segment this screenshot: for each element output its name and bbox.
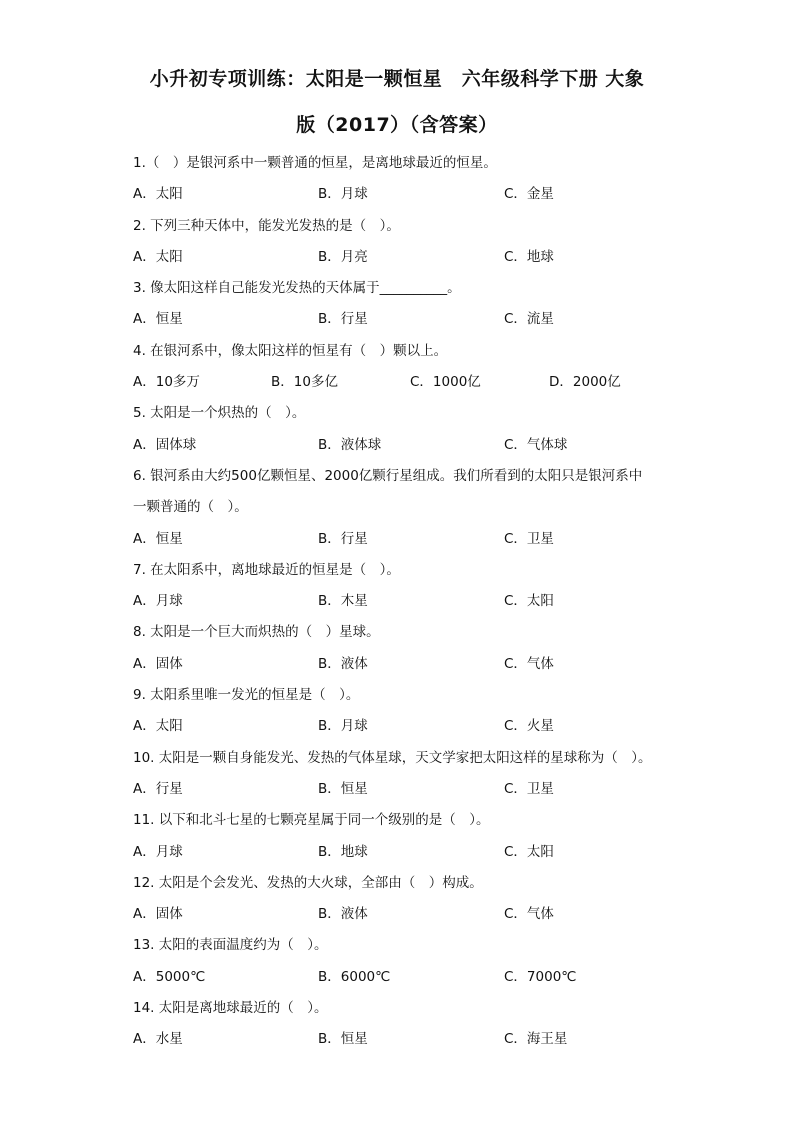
question-8: [133, 617, 673, 680]
question-1: [133, 148, 673, 211]
option-a: A．月球: [133, 593, 183, 610]
question-2: [133, 211, 673, 274]
option-b: B．液体: [318, 655, 368, 672]
question-stem-continued: 一颗普通的（ ）。: [133, 499, 248, 516]
option-row: [133, 962, 673, 993]
question-stem: 1.（ ）是银河系中一颗普通的恒星，是离地球最近的恒星。: [133, 155, 497, 171]
question-14: [133, 993, 673, 1056]
option-a: A．太阳: [133, 718, 183, 735]
question-stem: 3. 像太阳这样自己能发光发热的天体属于__________。: [133, 280, 461, 297]
question-stem: 5. 太阳是一个炽热的（ ）。: [133, 405, 306, 422]
option-row: [133, 899, 673, 930]
option-a: A．恒星: [133, 311, 183, 328]
question-stem: 10. 太阳是一颗自身能发光、发热的气体星球，天文学家把太阳这样的星球称为（ ）。: [133, 749, 652, 766]
option-c: C．太阳: [504, 593, 554, 610]
option-row: [133, 586, 673, 617]
option-b: B．月球: [318, 718, 368, 735]
question-13: [133, 930, 673, 993]
option-a: A．月球: [133, 843, 183, 860]
question-stem: 12. 太阳是个会发光、发热的大火球，全部由（ ）构成。: [133, 874, 483, 891]
option-a: A．恒星: [133, 530, 183, 547]
option-b: B．地球: [318, 843, 368, 860]
question-6: [133, 461, 673, 555]
option-a: A．太阳: [133, 186, 183, 203]
option-row: [133, 430, 673, 461]
question-stem: 13. 太阳的表面温度约为（ ）。: [133, 937, 328, 954]
question-list: [133, 148, 673, 1056]
question-stem: 14. 太阳是离地球最近的（ ）。: [133, 1000, 328, 1017]
option-c: C．地球: [504, 248, 554, 265]
option-b: B．恒星: [318, 780, 368, 797]
question-stem: 2. 下列三种天体中，能发光发热的是（ ）。: [133, 217, 400, 234]
question-7: [133, 555, 673, 618]
option-a: A．固体: [133, 906, 183, 923]
question-9: [133, 680, 673, 743]
question-stem: 8. 太阳是一个巨大而炽热的（ ）星球。: [133, 624, 380, 641]
question-stem: 9. 太阳系里唯一发光的恒星是（ ）。: [133, 687, 360, 704]
option-row: [133, 711, 673, 742]
option-c: C．1000亿: [410, 374, 481, 391]
option-row: [133, 179, 673, 210]
question-stem: 11. 以下和北斗七星的七颗亮星属于同一个级别的是（ ）。: [133, 812, 490, 829]
option-row: [133, 242, 673, 273]
option-row: [133, 304, 673, 335]
option-a: A．行星: [133, 780, 183, 797]
option-d: D．2000亿: [549, 374, 621, 391]
option-row: [133, 367, 673, 398]
option-a: A．5000℃: [133, 968, 206, 985]
option-row: [133, 774, 673, 805]
question-stem: 4. 在银河系中，像太阳这样的恒星有（ ）颗以上。: [133, 342, 448, 359]
option-b: B．液体: [318, 906, 368, 923]
question-4: [133, 336, 673, 399]
question-11: [133, 805, 673, 868]
option-a: A．太阳: [133, 248, 183, 265]
option-a: A．水星: [133, 1031, 183, 1048]
option-row: [133, 1024, 673, 1055]
option-a: A．固体: [133, 655, 183, 672]
question-stem: 6. 银河系由大约500亿颗恒星、2000亿颗行星组成。我们所看到的太阳只是银河系中: [133, 467, 643, 484]
option-a: A．10多万: [133, 374, 200, 391]
option-b: B．月亮: [318, 248, 368, 265]
option-b: B．液体球: [318, 436, 382, 453]
document-title-line-1: 小升初专项训练：太阳是一颗恒星 六年级科学下册 大象: [149, 68, 645, 90]
option-c: C．气体: [504, 906, 554, 923]
option-row: [133, 649, 673, 680]
option-c: C．金星: [504, 186, 554, 203]
option-b: B．木星: [318, 593, 368, 610]
option-c: C．流星: [504, 311, 554, 328]
question-10: [133, 743, 673, 806]
option-c: C．太阳: [504, 843, 554, 860]
option-b: B．月球: [318, 186, 368, 203]
question-stem: 7. 在太阳系中，离地球最近的恒星是（ ）。: [133, 561, 400, 578]
option-c: C．火星: [504, 718, 554, 735]
document-title-line-2: 版（2017）（含答案）: [296, 114, 498, 136]
option-b: B．恒星: [318, 1031, 368, 1048]
option-c: C．7000℃: [504, 968, 577, 985]
option-c: C．气体: [504, 655, 554, 672]
question-3: [133, 273, 673, 336]
question-5: [133, 398, 673, 461]
question-12: [133, 868, 673, 931]
option-row: [133, 837, 673, 868]
option-b: B．10多亿: [271, 374, 338, 391]
option-c: C．气体球: [504, 436, 568, 453]
option-c: C．海王星: [504, 1031, 568, 1048]
option-b: B．行星: [318, 311, 368, 328]
option-b: B．6000℃: [318, 968, 391, 985]
option-c: C．卫星: [504, 780, 554, 797]
option-a: A．固体球: [133, 436, 197, 453]
option-b: B．行星: [318, 530, 368, 547]
option-row: [133, 524, 673, 555]
option-c: C．卫星: [504, 530, 554, 547]
